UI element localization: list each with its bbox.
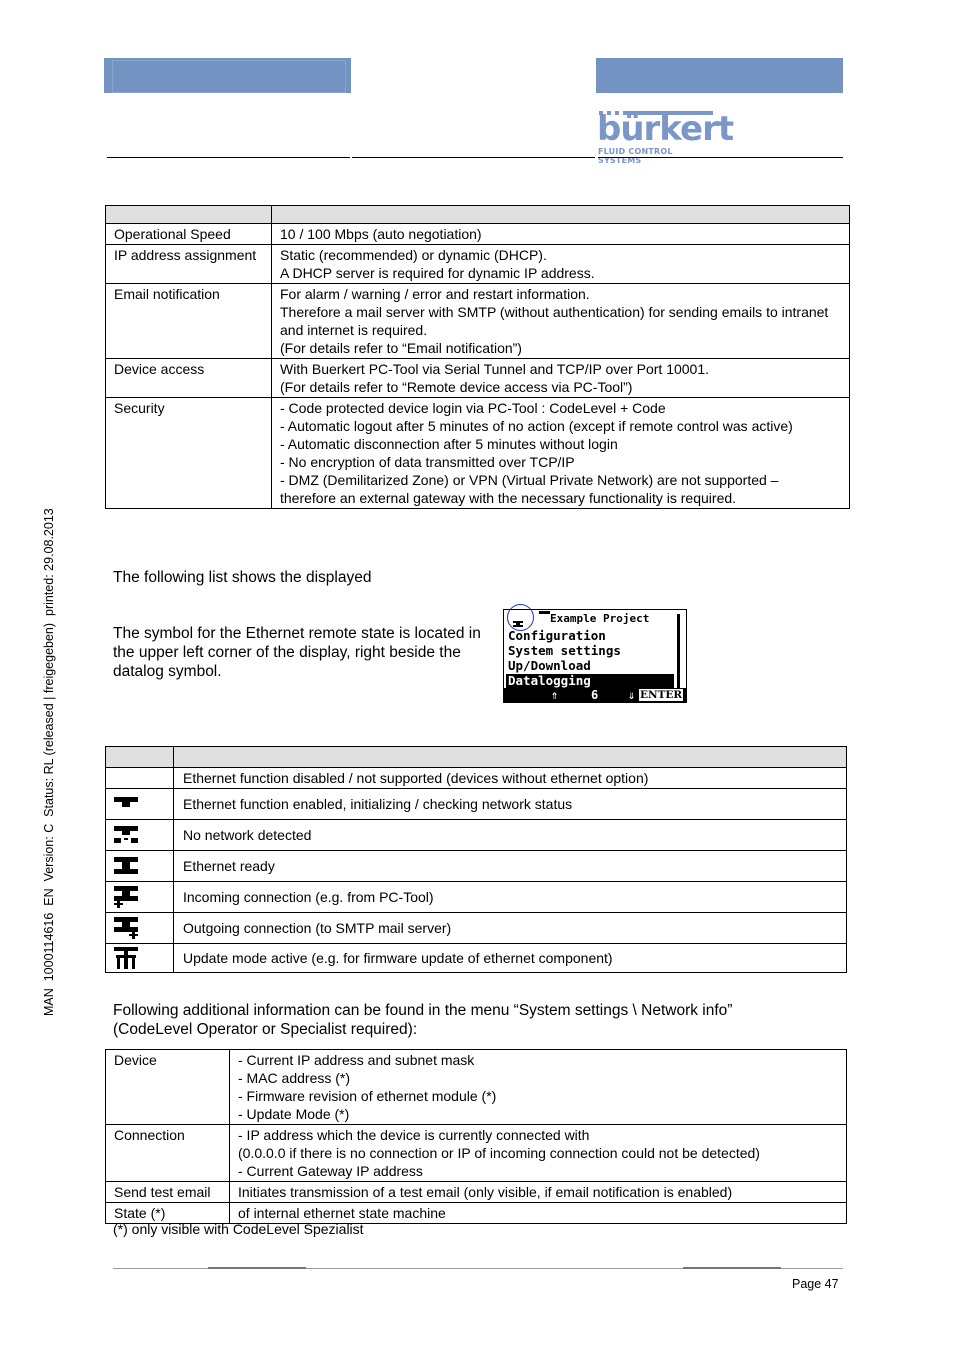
table-header-row: [106, 206, 850, 224]
status-text: Outgoing connection (to SMTP mail server): [174, 913, 847, 944]
row-value: - Current IP address and subnet mask - MAC address (*) - Firmware revision of ethernet module (*) - Update Mode (*): [230, 1050, 847, 1125]
row-value: - Code protected device login via PC-Tool : CodeLevel + Code - Automatic logout after 5 minutes of no action (except if remote control was active) - Automatic disconnection after 5 minutes without login - No encryption of data transmitted over TCP/IP - DMZ (Demilitarized Zone) or VPN (Virtual Private Network) are not supported – therefore an external gateway with the necessary functionality is required.: [272, 398, 850, 509]
document-sidebar-info: MAN 1000114616 EN Version: C Status: RL (released | freigegeben) printed: 29.08.2013: [42, 508, 56, 1016]
intro-text: The following list shows the displayed: [113, 569, 372, 586]
status-text: Ethernet function enabled, initializing / checking network status: [174, 789, 847, 820]
status-icon-cell: [106, 789, 174, 820]
table-row: [106, 245, 850, 284]
status-icon-cell: [106, 851, 174, 882]
row-label: State (*): [106, 1203, 230, 1224]
row-value: 10 / 100 Mbps (auto negotiation): [272, 224, 850, 245]
header-bar-left-highlight: [112, 60, 346, 93]
table-row: [106, 1050, 847, 1125]
table-header-row: [106, 747, 847, 768]
up-arrow-icon: ⇑: [551, 688, 559, 702]
logo-tagline: FLUID CONTROL SYSTEMS: [598, 147, 673, 165]
update-mode-icon: [114, 946, 140, 970]
table-row: [106, 284, 850, 359]
symbol-description: The symbol for the Ethernet remote state is located in the upper left corner of the display, right beside the datalog symbol.: [113, 625, 481, 680]
lcd-menu-item: Configuration: [508, 628, 606, 643]
row-label: Connection: [106, 1125, 230, 1182]
brand-logo: [597, 104, 734, 165]
additional-info-text: Following additional information can be found in the menu “System settings \ Network info” (CodeLevel Operator or Specialist required):: [113, 1002, 733, 1038]
lcd-menu-item-selected: Datalogging: [506, 674, 674, 688]
status-text: No network detected: [174, 820, 847, 851]
lcd-menu-item: Up/Download: [508, 658, 591, 673]
down-arrow-icon: ⇓: [628, 688, 636, 702]
table-row: [106, 1182, 847, 1203]
header-rule-1: [107, 157, 350, 158]
table-row: [106, 224, 850, 245]
lcd-title: Example Project: [550, 612, 650, 625]
ethernet-status-table: [105, 746, 847, 973]
logo-wordmark: bürkert: [597, 109, 734, 149]
status-icon-cell: [106, 944, 174, 973]
row-value: Initiates transmission of a test email (only visible, if email notification is enabled): [230, 1182, 847, 1203]
footer-rule-accent-2: [683, 1267, 781, 1269]
footnote: (*) only visible with CodeLevel Spezialist: [113, 1221, 364, 1237]
table-row: [106, 851, 847, 882]
ethernet-initializing-icon: [114, 796, 140, 812]
table-row: [106, 359, 850, 398]
page-number: Page 47: [792, 1277, 839, 1291]
table-row: [106, 913, 847, 944]
ethernet-spec-table: [105, 205, 850, 509]
status-icon-cell: [106, 913, 174, 944]
status-text: Ethernet ready: [174, 851, 847, 882]
status-text: Incoming connection (e.g. from PC-Tool): [174, 882, 847, 913]
ethernet-state-icon: [539, 611, 550, 614]
table-row: [106, 398, 850, 509]
header-rule-2: [352, 157, 595, 158]
footer-rule-accent-1: [208, 1267, 306, 1269]
lcd-footer: [504, 688, 686, 702]
status-icon-cell: [106, 882, 174, 913]
table-row: [106, 1125, 847, 1182]
lcd-scrollbar: [677, 614, 680, 688]
row-value: of internal ethernet state machine: [230, 1203, 847, 1224]
lcd-display: [503, 609, 687, 703]
row-label: Security: [106, 398, 272, 509]
row-label: Email notification: [106, 284, 272, 359]
highlight-circle: [507, 604, 534, 631]
row-label: Device: [106, 1050, 230, 1125]
table-row: [106, 944, 847, 973]
row-value: For alarm / warning / error and restart information. Therefore a mail server with SMTP (without authentication) for sending emails to intranet and internet is required. (For details refer to “Email notification”): [272, 284, 850, 359]
lcd-footer-number: 6: [591, 688, 599, 702]
row-label: Operational Speed: [106, 224, 272, 245]
network-info-table: [105, 1049, 847, 1224]
ethernet-ready-icon: [114, 856, 140, 876]
row-value: Static (recommended) or dynamic (DHCP). A DHCP server is required for dynamic IP address.: [272, 245, 850, 284]
incoming-connection-icon: [114, 885, 140, 909]
table-row: [106, 820, 847, 851]
row-value: - IP address which the device is currently connected with (0.0.0.0 if there is no connection or IP of incoming connection could not be detected) - Current Gateway IP address: [230, 1125, 847, 1182]
lcd-menu-item: System settings: [508, 643, 621, 658]
table-row: [106, 882, 847, 913]
table-row: [106, 789, 847, 820]
status-icon-cell: [106, 768, 174, 789]
row-label: Send test email: [106, 1182, 230, 1203]
no-network-icon: [114, 825, 140, 845]
row-value: With Buerkert PC-Tool via Serial Tunnel and TCP/IP over Port 10001. (For details refer to “Remote device access via PC-Tool”): [272, 359, 850, 398]
header-rule-3: [598, 157, 843, 158]
status-text: Ethernet function disabled / not supported (devices without ethernet option): [174, 768, 847, 789]
row-label: IP address assignment: [106, 245, 272, 284]
status-icon-cell: [106, 820, 174, 851]
row-label: Device access: [106, 359, 272, 398]
lcd-enter-label: ENTER: [640, 689, 683, 701]
header-bar-right: [596, 58, 843, 93]
status-text: Update mode active (e.g. for firmware update of ethernet component): [174, 944, 847, 973]
table-row: [106, 768, 847, 789]
outgoing-connection-icon: [114, 916, 140, 940]
